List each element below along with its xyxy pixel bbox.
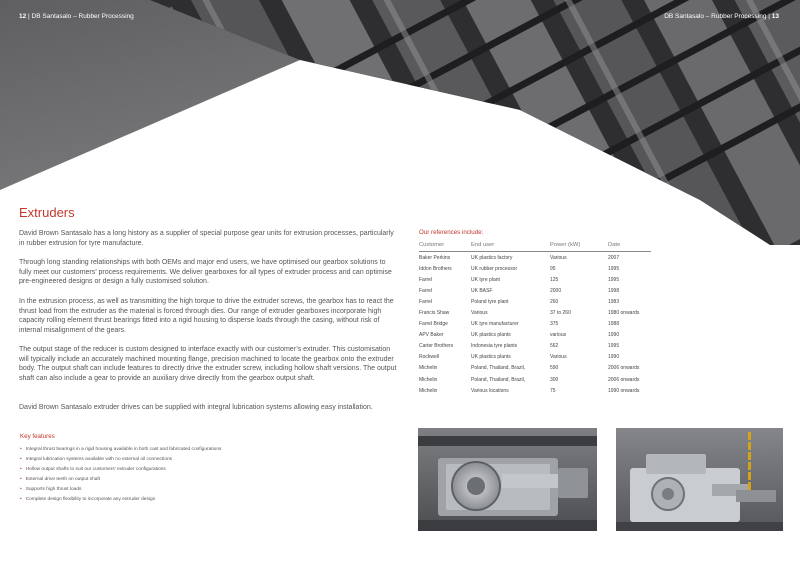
- end-user-cell: UK plastics plants: [471, 354, 511, 361]
- header-customer: Customer: [419, 240, 471, 252]
- end-user-cell: Poland, Thailand, Brazil,: [471, 365, 526, 372]
- intro-paragraph: David Brown Santasalo has a long history as a supplier of special purpose gear units for extrusion processes, particularly in rubber extrusion for tyre manufacture.: [19, 230, 394, 247]
- end-user-cell: UK rubber processor: [471, 265, 518, 272]
- key-features-list: [20, 445, 221, 505]
- date-cell: 1995: [608, 276, 620, 283]
- customer-cell: Farrel: [419, 287, 433, 294]
- date-cell: 1990 onwards: [608, 387, 640, 394]
- customer-cell: Farrel Bridge: [419, 321, 448, 328]
- customer-cell: Farrel: [419, 276, 433, 283]
- end-user-cell: UK tyre manufacturer: [471, 321, 519, 328]
- page-header-right: DB Santasalo – Rubber Processing | 13: [664, 13, 779, 20]
- table-row: [419, 330, 651, 341]
- tyre-tread-banner: [0, 0, 800, 245]
- header-end-user: End user: [471, 240, 550, 252]
- power-cell: 562: [550, 343, 559, 350]
- power-cell: 2000: [550, 287, 562, 294]
- table-header-row: [419, 240, 651, 252]
- page-number-right: 13: [771, 13, 779, 20]
- table-row: [419, 296, 651, 307]
- date-cell: 2006 onwards: [608, 376, 640, 383]
- key-feature-item: • External drive teeth on output shaft: [20, 475, 221, 485]
- date-cell: 1980 onwards: [608, 310, 640, 317]
- power-cell: Various: [550, 254, 567, 261]
- customer-cell: Michelin: [419, 365, 438, 372]
- table-row: [419, 285, 651, 296]
- date-cell: 1998: [608, 287, 620, 294]
- gearbox-photo-right: [616, 428, 783, 531]
- power-cell: 125: [550, 276, 559, 283]
- references-table-body: [419, 252, 651, 397]
- key-feature-item: • Integral thrust bearings in a rigid housing available in both cast and fabricated configurations: [20, 445, 221, 455]
- references-table: [419, 240, 651, 396]
- customer-cell: APV Baker: [419, 332, 444, 339]
- table-row: [419, 363, 651, 374]
- table-row: [419, 341, 651, 352]
- customer-cell: Rockwell: [419, 354, 440, 361]
- date-cell: 1995: [608, 265, 620, 272]
- power-cell: various: [550, 332, 567, 339]
- table-row: [419, 274, 651, 285]
- power-cell: 37 to 260: [550, 310, 571, 317]
- end-user-cell: Various locations: [471, 387, 509, 394]
- customer-cell: Farrel: [419, 298, 433, 305]
- header-title-right: DB Santasalo – Rubber Processing: [664, 13, 767, 20]
- customer-cell: Michelin: [419, 387, 438, 394]
- references-title: Our references include:: [419, 229, 484, 236]
- key-feature-item: • Supports high thrust loads: [20, 485, 221, 495]
- table-row: [419, 263, 651, 274]
- lubrication-paragraph: David Brown Santasalo extruder drives can be supplied with integral lubrication systems allowing easy installation.: [19, 404, 373, 411]
- end-user-cell: UK plastics factory: [471, 254, 513, 261]
- customer-cell: Francis Shaw: [419, 310, 450, 317]
- customer-cell: Michelin: [419, 376, 438, 383]
- key-feature-item: • Integral lubrication systems available with no external oil connections: [20, 455, 221, 465]
- date-cell: 1988: [608, 321, 620, 328]
- power-cell: 95: [550, 265, 556, 272]
- gearbox-photo-left: [418, 428, 597, 531]
- date-cell: 1983: [608, 298, 620, 305]
- table-row: [419, 252, 651, 264]
- date-cell: 1990: [608, 332, 620, 339]
- table-row: [419, 319, 651, 330]
- table-row: [419, 385, 651, 396]
- power-cell: 590: [550, 365, 559, 372]
- table-row: [419, 352, 651, 363]
- end-user-cell: UK tyre plant: [471, 276, 500, 283]
- end-user-cell: Poland, Thailand, Brazil,: [471, 376, 526, 383]
- end-user-cell: UK plastics plants: [471, 332, 511, 339]
- power-cell: 375: [550, 321, 559, 328]
- header-power: Power (kW): [550, 240, 608, 252]
- customer-cell: Baker Perkins: [419, 254, 451, 261]
- extrusion-process-paragraph: In the extrusion process, as well as transmitting the high torque to drive the extruder screws, the gearbox has to react the thrust load from the extruder as the material is forced through dies. Our range of extruder gearboxes incorporate high capacity rolling element thrust bearings fitted into a rigid housing to disperse loads through the casing, without risk of internal misalignment of the gears.: [19, 298, 394, 334]
- key-feature-item: • Complete design flexibility to incorporate any extruder design: [20, 495, 221, 505]
- output-stage-paragraph: The output stage of the reducer is custom designed to interface exactly with our customer’s extruder. This customisation will typically include an accurately machined mounting flange, precision machined to locate the gearbox onto the extruder body. The output shaft can include features to directly drive the extruder screw, including hollow shaft versions. The output shaft can also include a gear to provide an auxiliary drive directly from the gearbox output shaft.: [19, 346, 397, 382]
- table-row: [419, 374, 651, 385]
- power-cell: 300: [550, 376, 559, 383]
- date-cell: 1990: [608, 354, 620, 361]
- customer-cell: Carter Brothers: [419, 343, 454, 350]
- date-cell: 2006 onwards: [608, 365, 640, 372]
- end-user-cell: Various: [471, 310, 488, 317]
- key-feature-item: • Hollow output shafts to suit our customers’ extruder configurations: [20, 465, 221, 475]
- end-user-cell: Poland tyre plant: [471, 298, 509, 305]
- page-number-left: 12: [19, 13, 27, 20]
- power-cell: 260: [550, 298, 559, 305]
- date-cell: 1995: [608, 343, 620, 350]
- header-date: Date: [608, 240, 651, 252]
- key-features-title: Key features: [20, 433, 55, 440]
- end-user-cell: UK BASF: [471, 287, 493, 294]
- section-title: Extruders: [19, 205, 75, 220]
- header-title-left: DB Santasalo – Rubber Processing: [31, 13, 134, 20]
- page-header-left: 12 | DB Santasalo – Rubber Processing: [19, 13, 134, 20]
- power-cell: 75: [550, 387, 556, 394]
- date-cell: 2007: [608, 254, 620, 261]
- power-cell: Various: [550, 354, 567, 361]
- relationships-paragraph: Through long standing relationships with both OEMs and major end users, we have optimised our gearbox solutions to fully meet our customers’ process requirements. We deliver gearboxes for all types of extruder process and can optimise pre-engineered designs or design a fully customised solution.: [19, 259, 392, 286]
- table-row: [419, 307, 651, 318]
- end-user-cell: Indonesia tyre plants: [471, 343, 518, 350]
- customer-cell: Iddon Brothers: [419, 265, 452, 272]
